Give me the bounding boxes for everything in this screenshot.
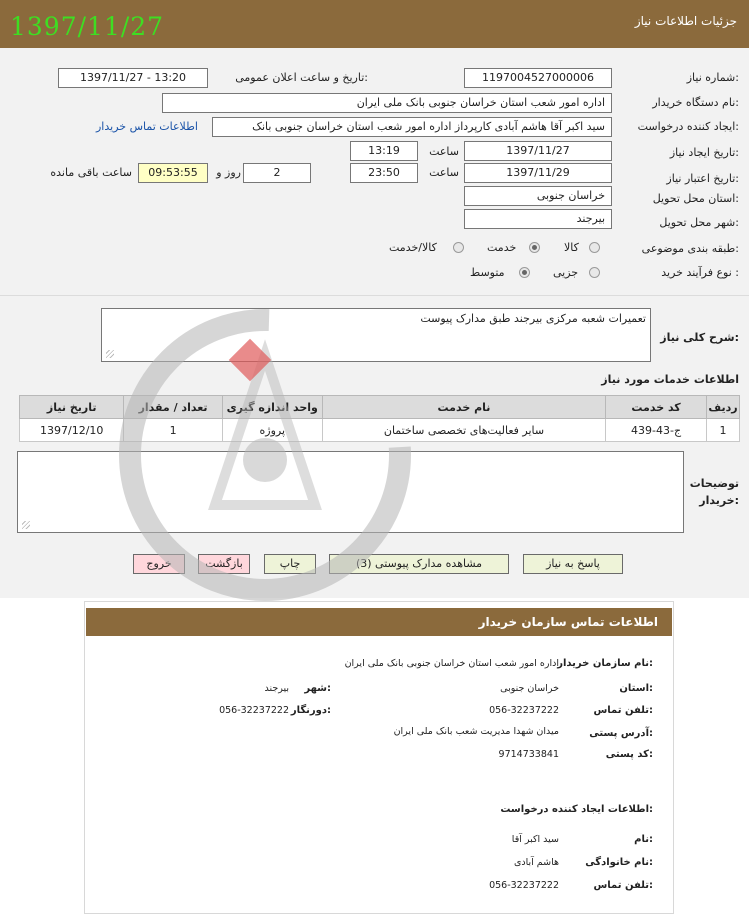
table-header-row [20, 396, 740, 419]
created-time-field: 13:19 [350, 141, 418, 161]
cell-service-name: سایر فعالیت‌های تخصصی ساختمان [322, 419, 605, 442]
created-date-label: تاریخ ایجاد نیاز: [669, 146, 739, 159]
contact-postal-value: 9714733841 [498, 749, 559, 760]
buyer-notes-textarea[interactable] [17, 451, 684, 533]
creator-name-label: نام: [634, 834, 653, 845]
resize-grip-icon[interactable] [22, 521, 30, 529]
col-service-name: نام خدمت [322, 396, 605, 419]
back-button[interactable]: بازگشت [198, 554, 250, 574]
city-label: شهر محل تحویل: [659, 216, 739, 229]
cell-need-date: 1397/12/10 [20, 419, 124, 442]
category-label: طبقه بندی موضوعی: [641, 242, 739, 255]
contact-city-value: بیرجند [264, 683, 289, 694]
creator-family-label: نام خانوادگی: [585, 857, 653, 868]
col-unit: واحد اندازه گیری [222, 396, 322, 419]
description-text: تعمیرات شعبه مرکزی بیرجند طبق مدارک پیوست [420, 312, 646, 325]
announce-field: 1397/11/27 - 13:20 [58, 68, 208, 88]
contact-province-value: خراسان جنوبی [500, 683, 559, 694]
contact-phone-value: 056-32237222 [489, 705, 559, 716]
contact-address-value: میدان شهدا مدیریت شعب بانک ملی ایران [393, 726, 559, 737]
days-label: روز و [216, 166, 241, 179]
process-option-minor: جزیی [553, 266, 579, 279]
creator-family-value: هاشم آبادی [513, 857, 559, 868]
city-field: بیرجند [464, 209, 612, 229]
category-option-goods: کالا [564, 241, 579, 254]
valid-date-field: 1397/11/29 [464, 163, 612, 183]
province-field: خراسان جنوبی [464, 186, 612, 206]
days-remaining-field: 2 [243, 163, 311, 183]
cell-service-code: ج-43-439 [606, 419, 707, 442]
contact-province-label: استان: [619, 683, 653, 694]
col-quantity: تعداد / مقدار [124, 396, 222, 419]
province-label: استان محل تحویل: [652, 192, 739, 205]
contact-fax-value: 056-32237222 [219, 705, 289, 716]
view-attachments-button[interactable]: مشاهده مدارک پیوستی (3) [329, 554, 509, 574]
buyer-notes-label-line1: توضیحات [689, 477, 739, 490]
contact-phone-label: تلفن تماس: [593, 705, 653, 716]
announce-label: تاریخ و ساعت اعلان عمومی: [235, 71, 368, 84]
process-radio-minor[interactable] [589, 267, 600, 278]
services-table [19, 395, 740, 442]
creator-phone-value: 056-32237222 [489, 880, 559, 891]
creator-label: ایجاد کننده درخواست: [637, 120, 739, 133]
created-date-field: 1397/11/27 [464, 141, 612, 161]
buyer-notes-label-line2: خریدار: [699, 494, 739, 507]
contact-city-label: شهر: [304, 683, 331, 694]
valid-date-label: تاریخ اعتبار نیاز: [666, 172, 739, 185]
description-label: شرح کلی نیاز: [660, 331, 739, 344]
creator-field: سید اکبر آقا هاشم آبادی کارپرداز اداره امور شعب استان خراسان جنوبی بانک [212, 117, 612, 137]
header-date: 1397/11/27 [10, 12, 165, 41]
creator-info-title: اطلاعات ایجاد کننده درخواست: [500, 804, 653, 815]
category-option-service: خدمت [487, 241, 517, 254]
created-time-label: ساعت [429, 145, 459, 158]
need-number-field: 1197004527000006 [464, 68, 612, 88]
resize-grip-icon[interactable] [106, 350, 114, 358]
valid-time-field: 23:50 [350, 163, 418, 183]
process-option-medium: متوسط [470, 266, 505, 279]
table-row [20, 419, 740, 442]
divider [0, 295, 749, 296]
cell-unit: پروژه [222, 419, 322, 442]
process-label: نوع فرآیند خرید : [661, 266, 739, 279]
cell-row-number: 1 [707, 419, 740, 442]
need-number-label: شماره نیاز: [686, 71, 739, 84]
category-option-both: کالا/خدمت [389, 241, 437, 254]
category-radio-goods[interactable] [589, 242, 600, 253]
buyer-label: نام دستگاه خریدار: [652, 96, 739, 109]
exit-button[interactable]: خروج [133, 554, 185, 574]
time-remaining-label: ساعت باقی مانده [50, 166, 132, 179]
col-service-code: کد خدمت [606, 396, 707, 419]
buyer-contact-link[interactable]: اطلاعات تماس خریدار [96, 120, 198, 133]
creator-name-value: سید اکبر آقا [511, 834, 559, 845]
print-button[interactable]: چاپ [264, 554, 316, 574]
contact-fax-label: دورنگار: [290, 705, 331, 716]
process-radio-medium[interactable] [519, 267, 530, 278]
services-title: اطلاعات خدمات مورد نیاز [601, 373, 739, 386]
buyer-field: اداره امور شعب استان خراسان جنوبی بانک ملی ایران [162, 93, 612, 113]
page-title: جزئیات اطلاعات نیاز [634, 14, 737, 28]
category-radio-both[interactable] [453, 242, 464, 253]
cell-quantity: 1 [124, 419, 222, 442]
description-textarea[interactable] [101, 308, 651, 362]
col-row-number: ردیف [707, 396, 740, 419]
category-radio-service[interactable] [529, 242, 540, 253]
contact-address-label: آدرس پستی: [589, 728, 653, 739]
contact-org-value: اداره امور شعب استان خراسان جنوبی بانک ملی ایران [344, 658, 559, 669]
creator-phone-label: تلفن تماس: [593, 880, 653, 891]
col-need-date: تاریخ نیاز [20, 396, 124, 419]
time-remaining-field: 09:53:55 [138, 163, 208, 183]
reply-button[interactable]: پاسخ به نیاز [523, 554, 623, 574]
contact-org-label: نام سازمان خریدار: [557, 658, 653, 669]
contact-postal-label: کد پستی: [605, 749, 653, 760]
valid-time-label: ساعت [429, 166, 459, 179]
contact-panel-title: اطلاعات تماس سازمان خریدار [478, 615, 658, 629]
